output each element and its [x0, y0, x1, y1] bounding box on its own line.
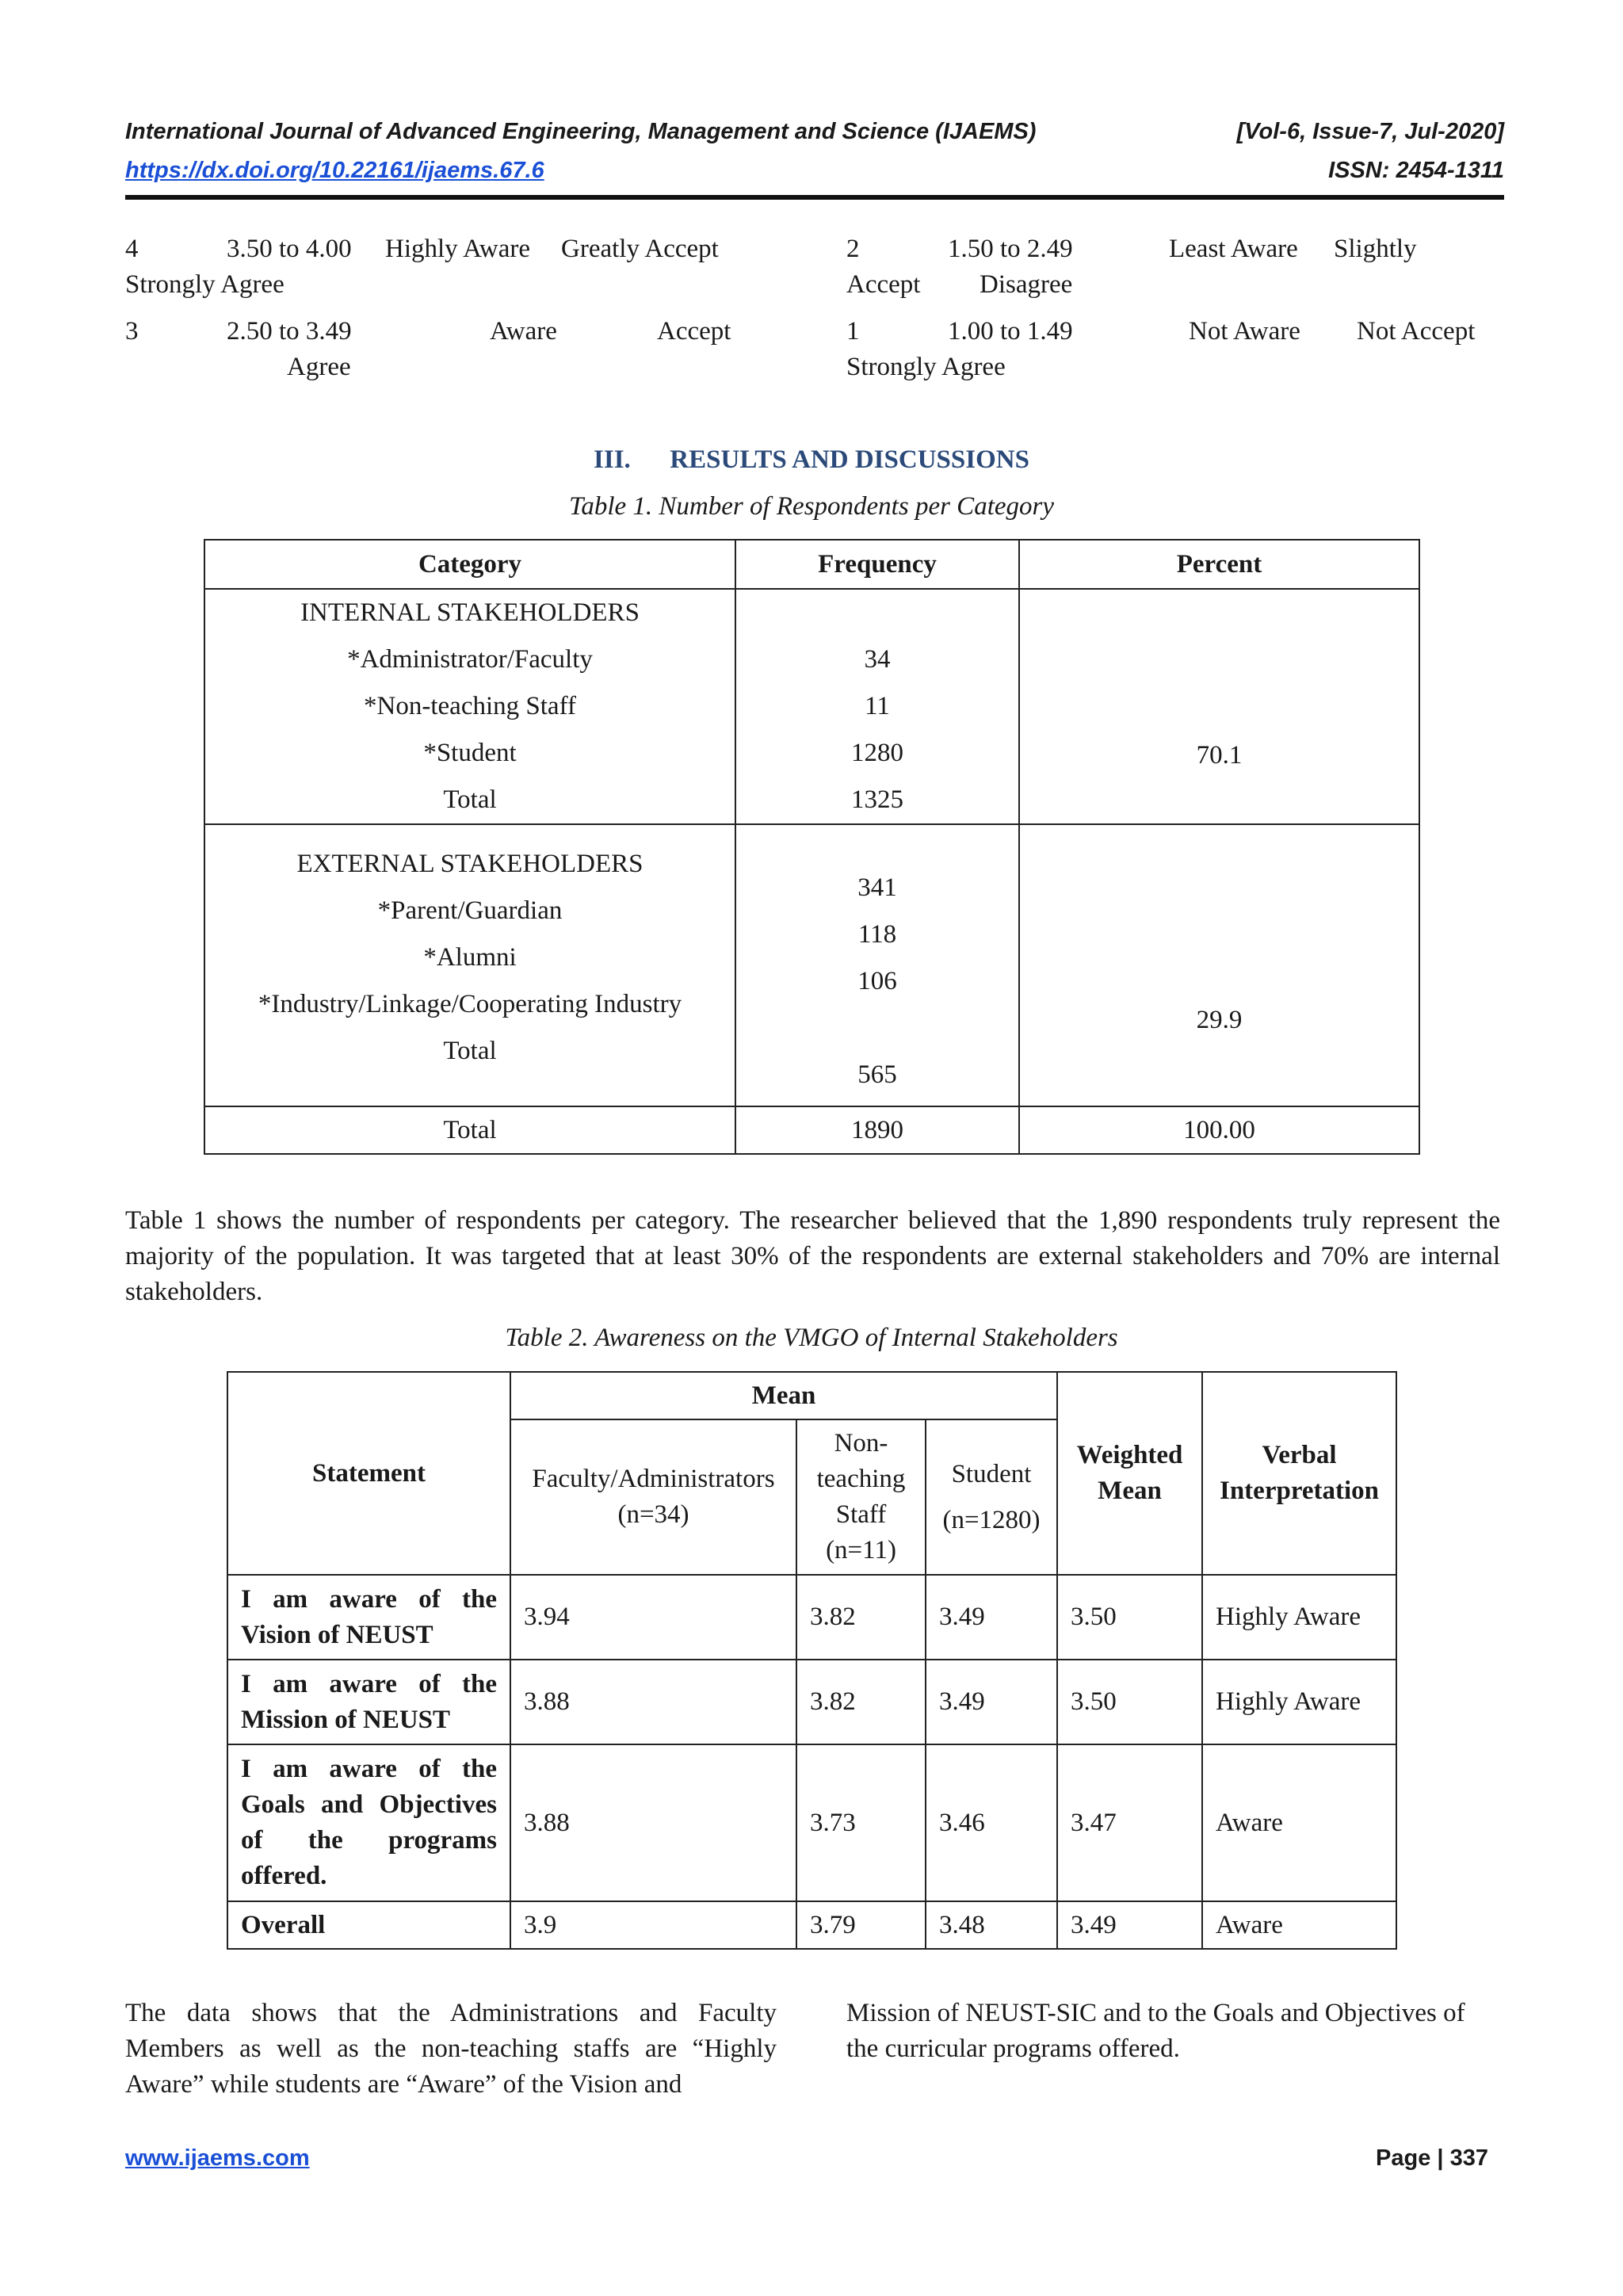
- table1-total-label: Total: [204, 1106, 735, 1154]
- table1-percent: 70.1: [1196, 741, 1243, 770]
- page-number: Page | 337: [1376, 2145, 1488, 2171]
- table1-category: *Administrator/Faculty: [347, 645, 593, 674]
- scale-agreement: Strongly Agree: [846, 353, 1006, 381]
- table2-nonteaching-mean: 3.82: [796, 1660, 926, 1744]
- table2-header-nonteaching: Non- teaching Staff (n=11): [796, 1419, 926, 1575]
- scale-agreement: Disagree: [980, 270, 1073, 299]
- table2-header-statement: Statement: [227, 1372, 510, 1575]
- table1-header-category: Category: [204, 540, 735, 589]
- table1-internal-frequencies: [735, 589, 1019, 824]
- table1-external-categories: [204, 824, 735, 1106]
- paragraph-left-column: The data shows that the Administrations and Faculty Members as well as the non-teaching staffs are “Highly Aware” while students are “Aware” of the Vision and: [125, 1999, 777, 2099]
- table1: [204, 539, 1420, 1155]
- table2-nonteaching-mean: 3.79: [796, 1901, 926, 1949]
- table2-verbal: Aware: [1202, 1744, 1396, 1901]
- scale-range: 2.50 to 3.49: [227, 317, 352, 346]
- table1-caption: Table 1. Number of Respondents per Category: [569, 492, 1054, 521]
- table1-category: EXTERNAL STAKEHOLDERS: [296, 850, 643, 878]
- scale-awareness: Not Aware: [1189, 317, 1300, 346]
- header-rule: [125, 195, 1504, 200]
- table1-header-percent: Percent: [1019, 540, 1419, 589]
- table1-category: *Alumni: [423, 943, 517, 972]
- table2-caption: Table 2. Awareness on the VMGO of Internal Stakeholders: [505, 1324, 1118, 1352]
- table1-category: *Industry/Linkage/Cooperating Industry: [258, 990, 682, 1018]
- table2-faculty-mean: 3.88: [510, 1660, 796, 1744]
- table1-category: *Parent/Guardian: [377, 896, 563, 925]
- table2-verbal: Highly Aware: [1202, 1575, 1396, 1660]
- table2: [227, 1371, 1397, 1950]
- table2-weighted-mean: 3.50: [1057, 1575, 1202, 1660]
- issn: ISSN: 2454-1311: [1328, 158, 1504, 183]
- table2-faculty-mean: 3.88: [510, 1744, 796, 1901]
- table1-category: *Non-teaching Staff: [364, 692, 576, 720]
- paragraph-table1-discussion: Table 1 shows the number of respondents per category. The researcher believed that the 1,890 respondents truly represent the majority of the population. It was targeted that at least 30% of the respondents are external stakeholders and 70% are internal stakeholders.: [125, 1206, 1500, 1306]
- scale-point: 1: [846, 317, 860, 346]
- paragraph-right-column: Mission of NEUST-SIC and to the Goals and Objectives of the curricular programs offered.: [846, 1999, 1465, 2063]
- table2-statement: I am aware of the Mission of NEUST: [227, 1660, 510, 1744]
- table2-weighted-mean: 3.49: [1057, 1901, 1202, 1949]
- scale-point: 4: [125, 235, 139, 263]
- table2-student-mean: 3.49: [926, 1660, 1057, 1744]
- scale-point: 3: [125, 317, 139, 346]
- section-title: III. RESULTS AND DISCUSSIONS: [594, 445, 1029, 474]
- table1-internal-categories: [204, 589, 735, 824]
- table2-student-mean: 3.48: [926, 1901, 1057, 1949]
- volume-info: [Vol-6, Issue-7, Jul-2020]: [1236, 119, 1504, 144]
- table2-faculty-mean: 3.94: [510, 1575, 796, 1660]
- scale-awareness: Least Aware: [1169, 235, 1298, 263]
- scale-awareness: Aware: [490, 317, 557, 346]
- website-link[interactable]: www.ijaems.com: [125, 2145, 310, 2171]
- table-row: [227, 1744, 1396, 1901]
- scale-range: 1.00 to 1.49: [948, 317, 1073, 346]
- table1-total-percent: 100.00: [1019, 1106, 1419, 1154]
- table-row: [227, 1901, 1396, 1949]
- scale-range: 3.50 to 4.00: [227, 235, 352, 263]
- table1-frequency: 118: [857, 920, 897, 949]
- table2-nonteaching-mean: 3.73: [796, 1744, 926, 1901]
- table2-verbal: Aware: [1202, 1901, 1396, 1949]
- scale-acceptance-cont: Accept: [846, 270, 921, 299]
- table1-external-percent-cell: [1019, 824, 1419, 1106]
- table2-statement: Overall: [227, 1901, 510, 1949]
- table1-category: Total: [443, 1037, 497, 1065]
- table1-frequency: 1280: [851, 739, 903, 767]
- table1-frequency: 34: [864, 645, 891, 674]
- table1-internal-row: [204, 589, 1419, 824]
- scale-agreement: Strongly Agree: [125, 270, 285, 299]
- table1-category: *Student: [423, 739, 517, 767]
- scale-point: 2: [846, 235, 860, 263]
- table1-total-row: [204, 1106, 1419, 1154]
- table2-verbal: Highly Aware: [1202, 1660, 1396, 1744]
- doi-link[interactable]: https://dx.doi.org/10.22161/ijaems.67.6: [125, 158, 544, 183]
- table2-nonteaching-mean: 3.82: [796, 1575, 926, 1660]
- table2-header-verbal: Verbal Interpretation: [1202, 1372, 1396, 1575]
- table1-frequency: 106: [857, 967, 897, 995]
- table2-header-student: Student (n=1280): [926, 1419, 1057, 1575]
- scale-acceptance: Slightly: [1334, 235, 1417, 263]
- table1-frequency: 11: [865, 692, 890, 720]
- scale-awareness: Highly Aware: [385, 235, 531, 263]
- table2-faculty-mean: 3.9: [510, 1901, 796, 1949]
- table1-internal-percent-cell: [1019, 589, 1419, 824]
- scale-acceptance: Not Accept: [1357, 317, 1476, 346]
- table1-frequency: 341: [857, 873, 897, 902]
- table2-student-mean: 3.49: [926, 1575, 1057, 1660]
- scale-acceptance: Greatly Accept: [561, 235, 719, 263]
- table1-frequency: 565: [857, 1060, 897, 1089]
- table2-statement: I am aware of the Vision of NEUST: [227, 1575, 510, 1660]
- scale-range: 1.50 to 2.49: [948, 235, 1073, 263]
- table1-category: Total: [443, 785, 497, 814]
- table1-total-frequency: 1890: [735, 1106, 1019, 1154]
- table2-header-weighted-mean: Weighted Mean: [1057, 1372, 1202, 1575]
- table1-header-frequency: Frequency: [735, 540, 1019, 589]
- table2-statement: I am aware of the Goals and Objectives of the programs offered.: [227, 1744, 510, 1901]
- table1-external-frequencies: [735, 824, 1019, 1106]
- table-row: [227, 1660, 1396, 1744]
- scale-acceptance: Accept: [657, 317, 731, 346]
- table1-percent: 29.9: [1196, 1006, 1243, 1034]
- table1-frequency: 1325: [851, 785, 903, 814]
- journal-title: International Journal of Advanced Engineering, Management and Science (IJAEMS): [125, 119, 1037, 144]
- table2-header-mean: Mean: [510, 1372, 1057, 1419]
- table1-category: INTERNAL STAKEHOLDERS: [300, 598, 640, 627]
- table1-external-row: [204, 824, 1419, 1106]
- table2-student-mean: 3.46: [926, 1744, 1057, 1901]
- table-row: [227, 1575, 1396, 1660]
- table2-weighted-mean: 3.50: [1057, 1660, 1202, 1744]
- table2-weighted-mean: 3.47: [1057, 1744, 1202, 1901]
- scale-agreement: Agree: [287, 353, 351, 381]
- table2-header-faculty: Faculty/Administrators (n=34): [510, 1419, 796, 1575]
